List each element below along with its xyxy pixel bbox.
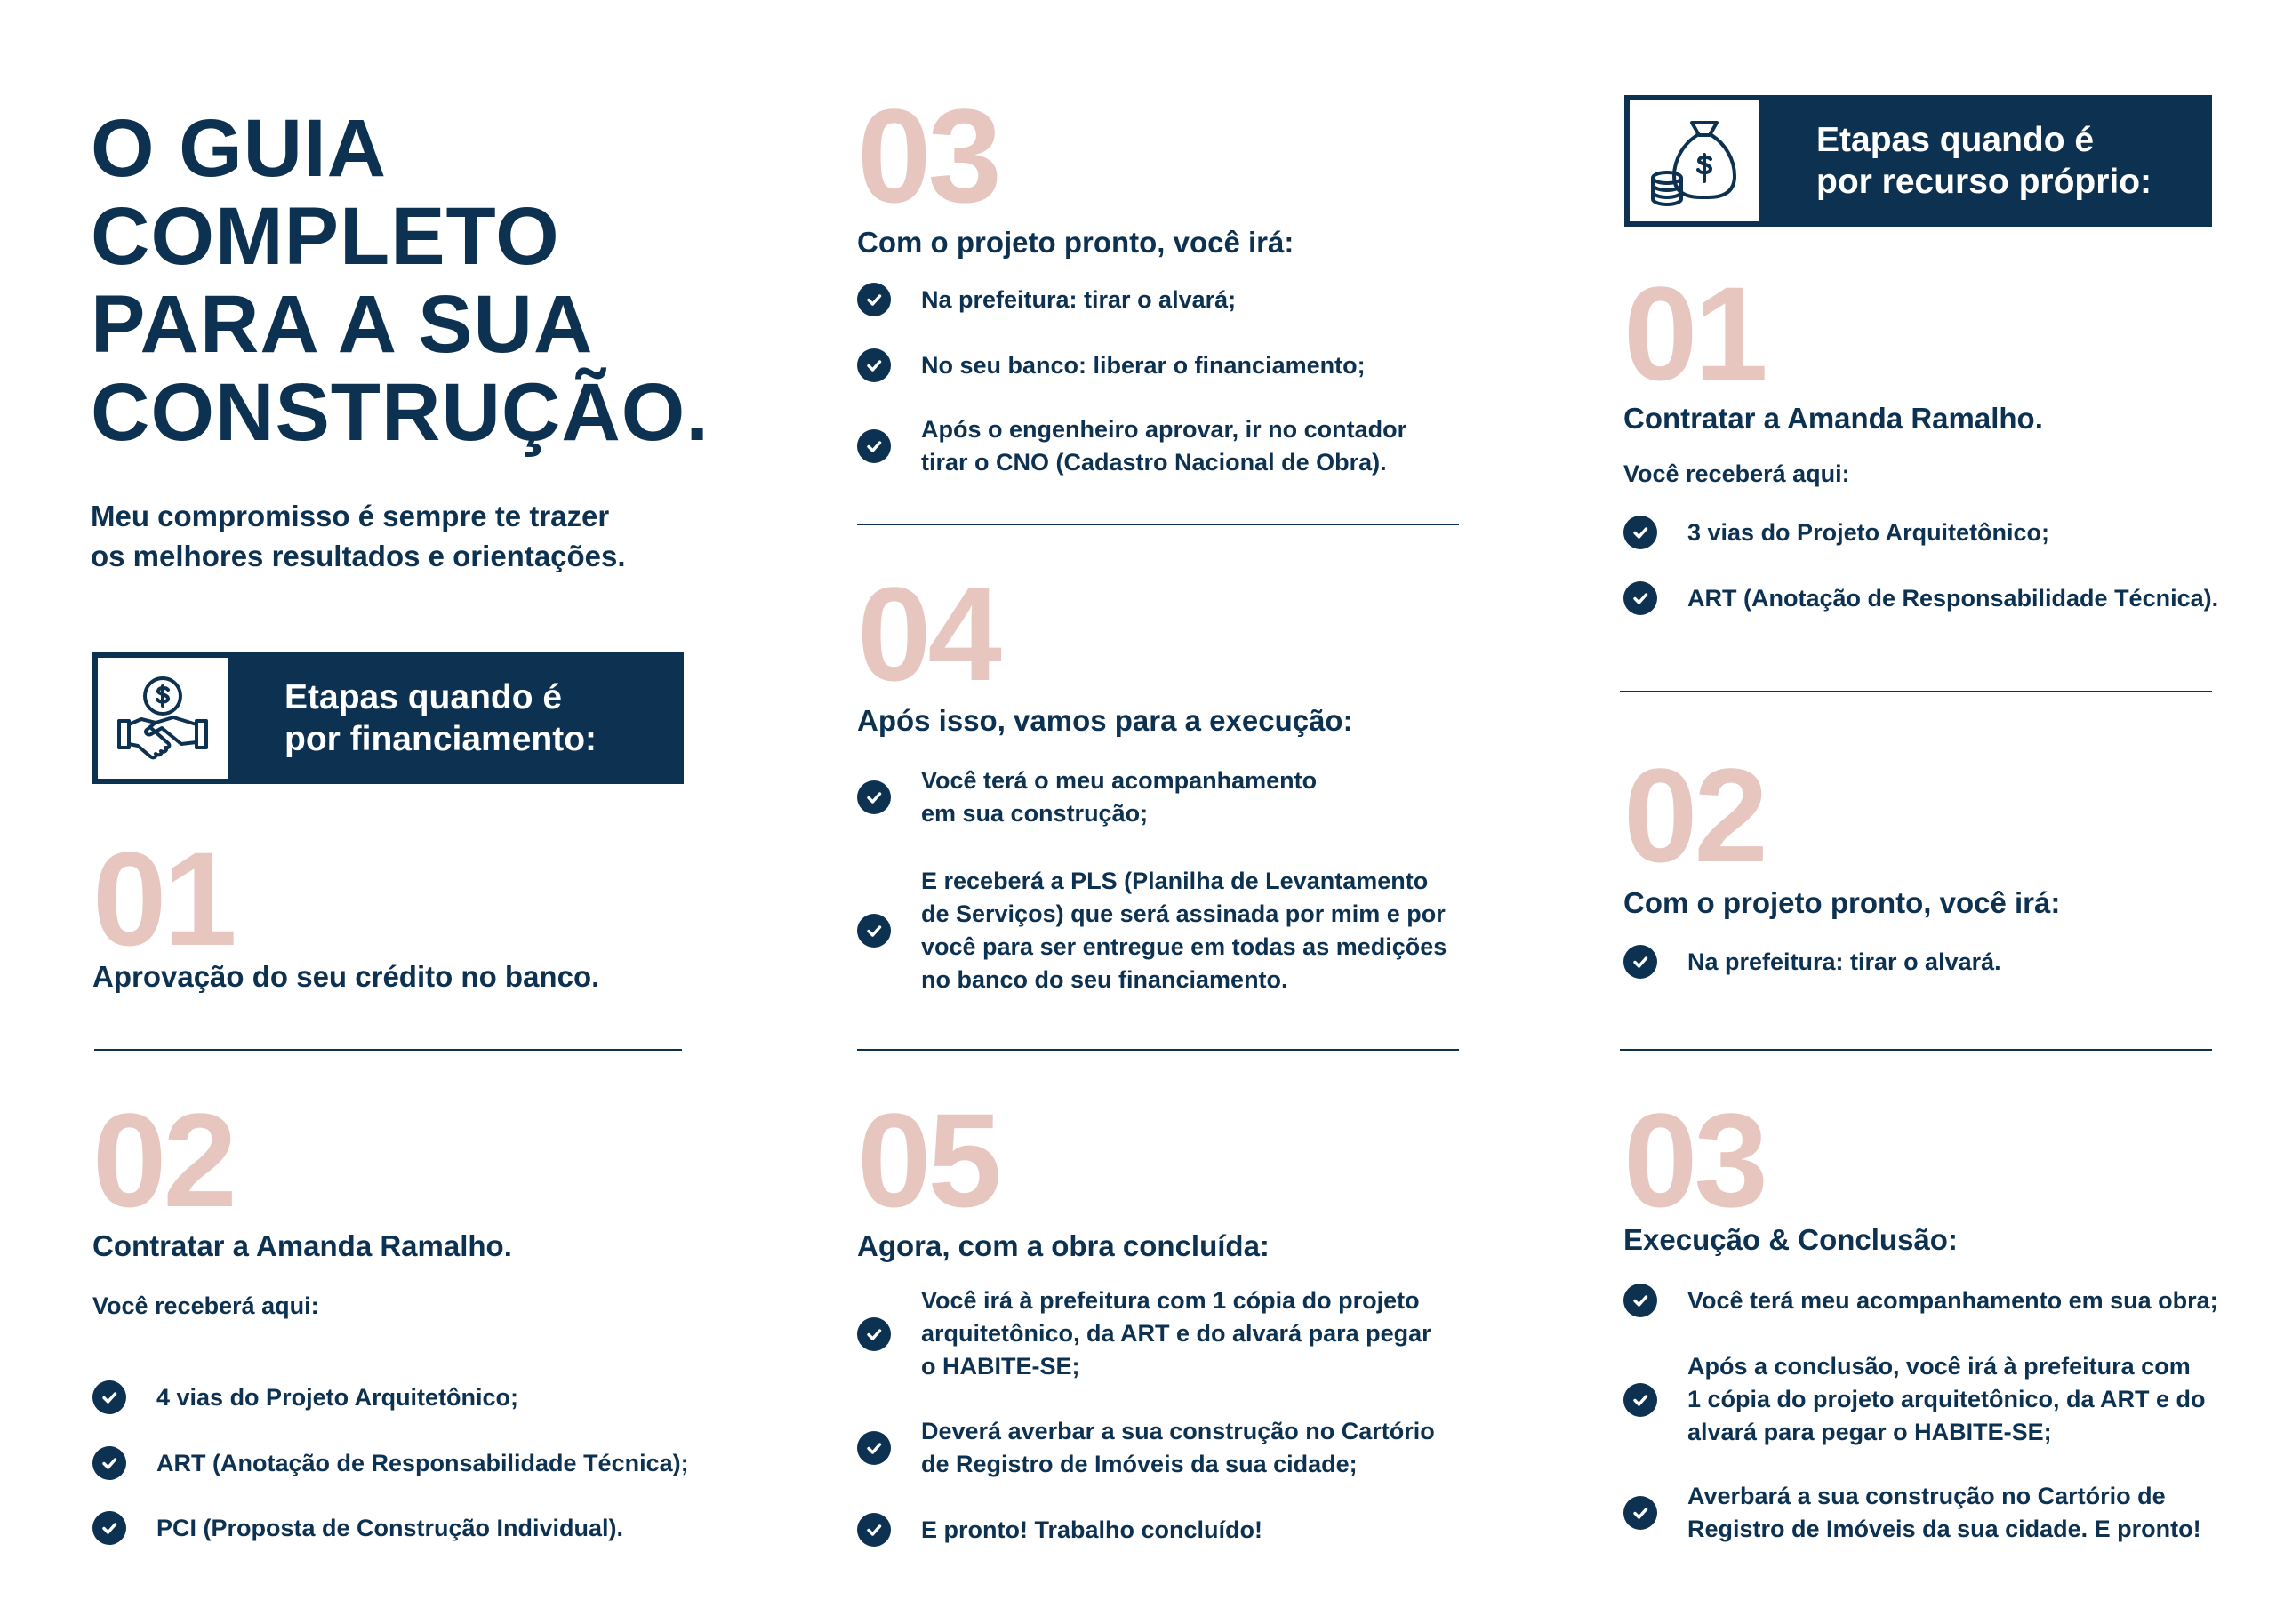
check-icon xyxy=(857,429,891,463)
divider xyxy=(857,1049,1459,1051)
step-number: 03 xyxy=(1623,1085,1765,1235)
check-icon xyxy=(1623,1383,1657,1417)
step-heading: Com o projeto pronto, você irá: xyxy=(1623,886,2061,919)
check-icon xyxy=(1623,1496,1657,1530)
divider xyxy=(1620,691,2212,692)
own-resources-banner xyxy=(1624,95,2212,227)
list-item xyxy=(857,865,1447,996)
step-heading: Após isso, vamos para a execução: xyxy=(857,704,1353,737)
check-icon xyxy=(857,1317,891,1351)
check-icon xyxy=(1623,581,1657,615)
check-icon xyxy=(1623,1284,1657,1317)
own-resources-banner-text: Etapas quando é por recurso próprio: xyxy=(1816,121,2152,201)
guide-title: O GUIA COMPLETO PARA A SUA CONSTRUÇÃO. xyxy=(91,103,709,458)
check-icon xyxy=(857,780,891,814)
list-item xyxy=(857,1284,1431,1383)
step-subheading: Você receberá aqui: xyxy=(1623,460,1850,487)
list-item-text: Deverá averbar a sua construção no Cartório de Registro de Imóveis da sua cidade; xyxy=(921,1418,1435,1477)
list-item xyxy=(1623,581,2218,615)
financing-banner xyxy=(92,652,684,784)
step-heading: Agora, com a obra concluída: xyxy=(857,1229,1270,1262)
list-item xyxy=(1623,1350,2206,1449)
step-number: 01 xyxy=(1623,259,1765,408)
step-heading: Contratar a Amanda Ramalho. xyxy=(1623,402,2043,435)
step-number: 01 xyxy=(92,824,234,973)
list-item xyxy=(1623,1284,2218,1317)
list-item xyxy=(92,1380,518,1414)
list-item xyxy=(1623,516,2049,549)
list-item-text: Averbará a sua construção no Cartório de Registro de Imóveis da sua cidade. E pronto! xyxy=(1687,1483,2201,1542)
tagline: Meu compromisso é sempre te trazer os melhores resultados e orientações. xyxy=(91,500,626,572)
step-heading: Com o projeto pronto, você irá: xyxy=(857,226,1294,259)
list-item-text: E pronto! Trabalho concluído! xyxy=(921,1516,1262,1543)
handshake-money-icon xyxy=(98,658,228,779)
check-icon xyxy=(1623,516,1657,549)
list-item xyxy=(857,283,1236,316)
list-item-text: E receberá a PLS (Planilha de Levantamento de Serviços) que será assinada por mim e por você para ser entregue em todas as medições no banco do seu financiamento. xyxy=(921,868,1447,993)
list-item-text: ART (Anotação de Responsabilidade Técnica); xyxy=(156,1449,689,1476)
step-heading: Aprovação do seu crédito no banco. xyxy=(92,960,600,993)
list-item xyxy=(857,413,1406,479)
step-subheading: Você receberá aqui: xyxy=(92,1292,319,1319)
divider xyxy=(1620,1049,2212,1051)
list-item xyxy=(857,348,1366,382)
check-icon xyxy=(92,1511,126,1545)
check-icon xyxy=(92,1446,126,1480)
step-heading: Contratar a Amanda Ramalho. xyxy=(92,1229,512,1262)
list-item-text: Você irá à prefeitura com 1 cópia do projeto arquitetônico, da ART e do alvará para pegar o HABITE-SE; xyxy=(921,1287,1431,1380)
list-item xyxy=(1623,945,2001,979)
check-icon xyxy=(857,348,891,382)
step-number: 02 xyxy=(92,1085,234,1235)
step-number: 03 xyxy=(857,81,998,230)
check-icon xyxy=(857,1431,891,1465)
list-item xyxy=(857,1513,1262,1547)
check-icon xyxy=(92,1380,126,1414)
list-item xyxy=(857,1415,1435,1481)
list-item xyxy=(92,1511,623,1545)
step-number: 04 xyxy=(857,559,998,708)
list-item xyxy=(857,764,1317,830)
list-item-text: Na prefeitura: tirar o alvará. xyxy=(1687,948,2001,975)
divider xyxy=(94,1049,682,1051)
divider xyxy=(857,524,1459,525)
step-number: 02 xyxy=(1623,740,1765,890)
list-item xyxy=(92,1446,689,1480)
check-icon xyxy=(857,283,891,316)
list-item-text: 3 vias do Projeto Arquitetônico; xyxy=(1687,518,2050,546)
financing-banner-text: Etapas quando é por financiamento: xyxy=(284,678,597,758)
step-number: 05 xyxy=(857,1085,998,1235)
list-item-text: Na prefeitura: tirar o alvará; xyxy=(921,285,1237,313)
list-item-text: Você terá o meu acompanhamento em sua construção; xyxy=(921,767,1318,827)
money-bag-coins-icon xyxy=(1630,100,1759,221)
list-item-text: ART (Anotação de Responsabilidade Técnica). xyxy=(1687,584,2219,612)
list-item-text: Você terá meu acompanhamento em sua obra; xyxy=(1687,1286,2218,1314)
list-item-text: Após o engenheiro aprovar, ir no contador tirar o CNO (Cadastro Nacional de Obra). xyxy=(921,416,1407,476)
list-item-text: No seu banco: liberar o financiamento; xyxy=(921,351,1366,379)
list-item-text: Após a conclusão, você irá à prefeitura com 1 cópia do projeto arquitetônico, da ART e do alvará para pegar o HABITE-SE; xyxy=(1687,1353,2206,1445)
check-icon xyxy=(1623,945,1657,979)
check-icon xyxy=(857,1513,891,1547)
list-item-text: 4 vias do Projeto Arquitetônico; xyxy=(156,1383,519,1411)
check-icon xyxy=(857,914,891,948)
list-item-text: PCI (Proposta de Construção Individual). xyxy=(156,1514,624,1541)
step-heading: Execução & Conclusão: xyxy=(1623,1223,1958,1256)
list-item xyxy=(1623,1480,2201,1546)
